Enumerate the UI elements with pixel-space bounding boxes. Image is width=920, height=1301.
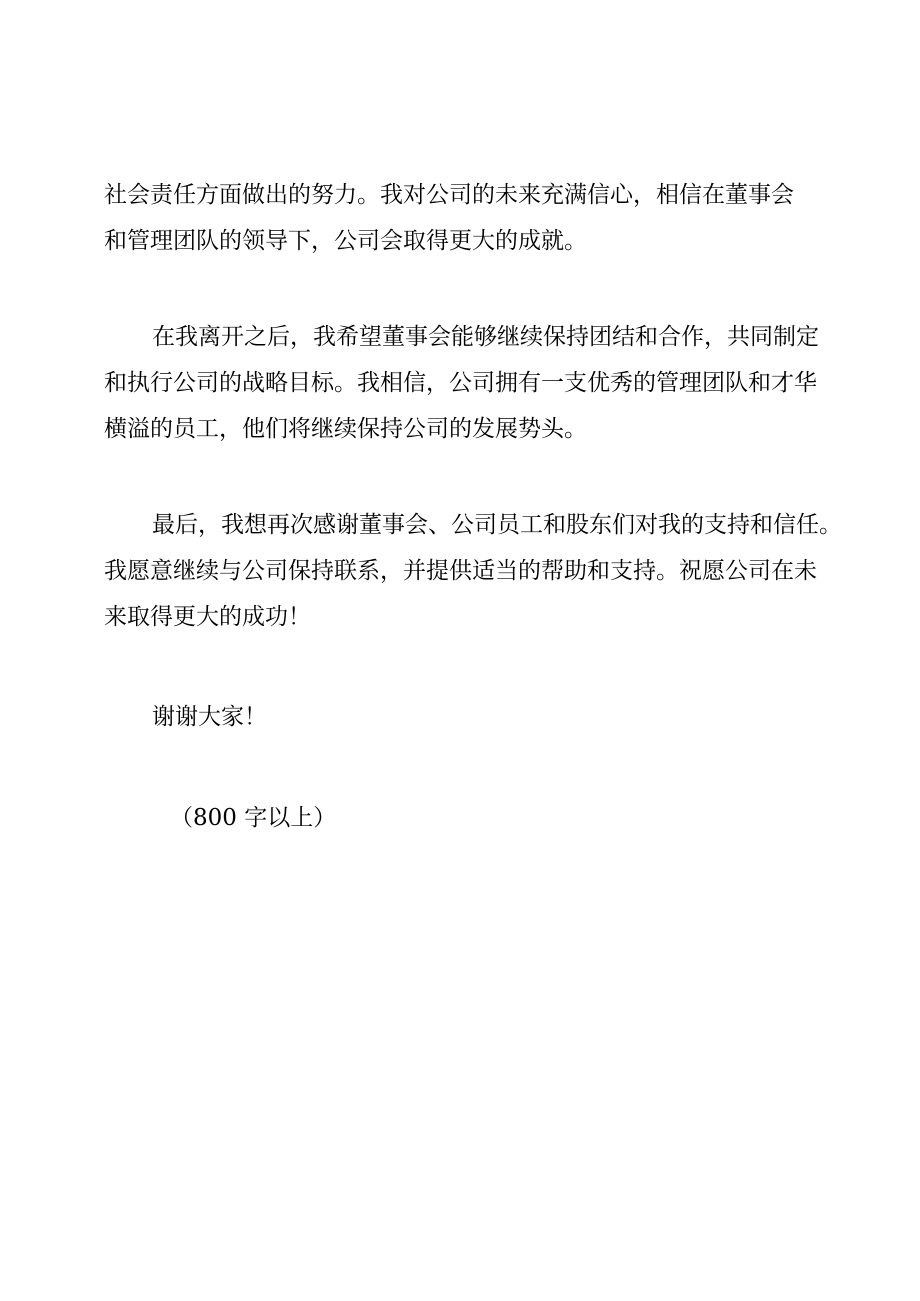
paragraph-2 xyxy=(104,314,824,452)
paragraph-line: 横溢的员工，他们将继续保持公司的发展势头。 xyxy=(104,416,587,442)
paragraph-line: 社会责任方面做出的努力。我对公司的未来充满信心，相信在董事会 xyxy=(104,182,794,208)
word-count-note: （800 字以上） xyxy=(170,805,337,831)
paragraph-line: 和执行公司的战略目标。我相信，公司拥有一支优秀的管理团队和才华 xyxy=(104,370,817,396)
paragraph-line: 和管理团队的领导下，公司会取得更大的成就。 xyxy=(104,228,587,254)
paragraph-4 xyxy=(104,694,824,740)
paragraph-3 xyxy=(104,502,842,640)
paragraph-1 xyxy=(104,172,824,264)
paragraph-line: 来取得更大的成功！ xyxy=(104,604,311,630)
paragraph-line: 最后，我想再次感谢董事会、公司员工和股东们对我的支持和信任。 xyxy=(152,512,842,538)
paragraph-line: 我愿意继续与公司保持联系，并提供适当的帮助和支持。祝愿公司在未 xyxy=(104,558,817,584)
paragraph-line: 在我离开之后，我希望董事会能够继续保持团结和合作，共同制定 xyxy=(152,324,819,350)
closing-line: 谢谢大家！ xyxy=(152,704,267,730)
